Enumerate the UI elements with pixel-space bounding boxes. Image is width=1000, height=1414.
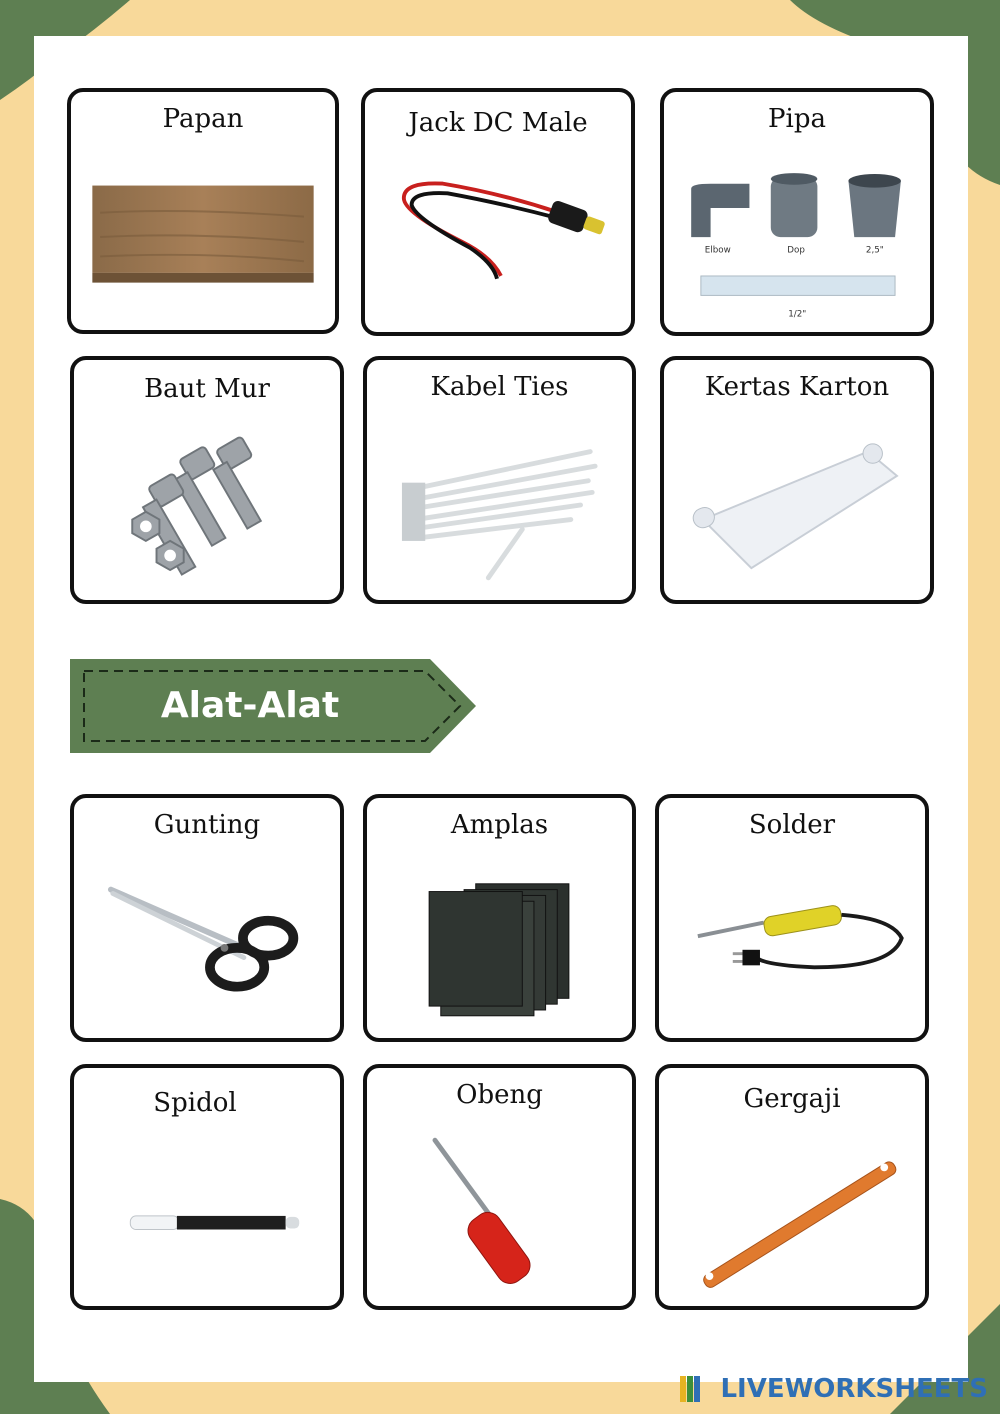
card-label: Obeng — [456, 1080, 543, 1110]
hacksaw-icon — [659, 1128, 925, 1298]
bolt-nut-icon — [74, 420, 340, 590]
card-label: Pipa — [768, 104, 826, 134]
soldering-iron-icon — [659, 858, 925, 1028]
scissors-icon — [74, 858, 340, 1028]
card-kabel-ties — [363, 356, 636, 604]
card-baut-mur — [70, 356, 344, 604]
screwdriver-icon — [367, 1128, 632, 1298]
sandpaper-icon — [367, 858, 632, 1028]
pipe-caption-elbow: Elbow — [704, 245, 731, 256]
marker-icon — [74, 1128, 340, 1298]
card-amplas — [363, 794, 636, 1042]
card-jack-dc-male — [361, 88, 635, 336]
section-title: Alat-Alat — [160, 685, 340, 726]
card-label: Kabel Ties — [430, 372, 569, 402]
card-label: Gunting — [153, 810, 261, 840]
card-spidol — [70, 1064, 344, 1310]
pipe-caption-dop: Dop — [787, 245, 805, 256]
card-kertas-karton — [660, 356, 934, 604]
paper-roll-icon — [664, 420, 930, 590]
pipe-caption-size: 2,5" — [865, 245, 884, 256]
dc-jack-icon — [365, 152, 631, 322]
card-label: Gergaji — [743, 1084, 841, 1114]
card-label: Kertas Karton — [704, 372, 890, 402]
pipe-caption-half-inch: 1/2" — [788, 309, 807, 320]
card-gunting — [70, 794, 344, 1042]
card-solder — [655, 794, 929, 1042]
pipe-icon — [664, 152, 930, 332]
brand-wordmark: LIVEWORKSHEETS — [720, 1374, 988, 1404]
card-label: Spidol — [153, 1088, 237, 1118]
card-gergaji — [655, 1064, 929, 1310]
card-pipa — [660, 88, 934, 336]
card-label: Baut Mur — [144, 374, 270, 404]
card-label: Solder — [748, 810, 836, 840]
liveworksheets-logo-icon — [680, 1376, 700, 1402]
card-label: Jack DC Male — [408, 108, 588, 138]
card-label: Papan — [162, 104, 244, 134]
card-label: Amplas — [450, 810, 549, 840]
cable-ties-icon — [367, 420, 632, 590]
card-obeng — [363, 1064, 636, 1310]
card-papan — [67, 88, 339, 334]
board-icon — [71, 152, 335, 322]
